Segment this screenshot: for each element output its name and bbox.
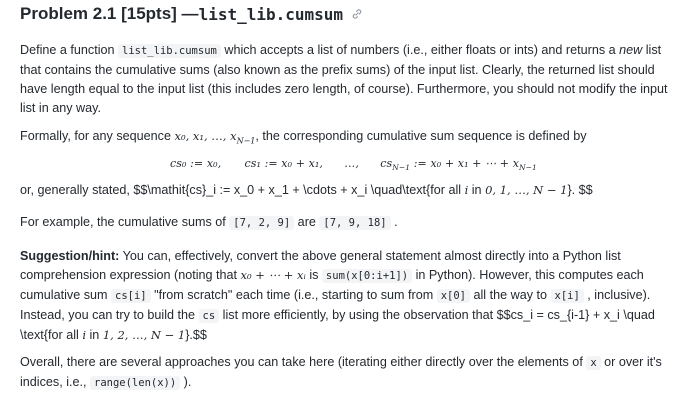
math: 1, 2, …, N − 1 — [102, 328, 186, 342]
text: in Python). However, this computes each cumulative sum — [20, 268, 644, 302]
inline-code: [7, 9, 18] — [319, 216, 390, 230]
equation-part: cs — [380, 157, 393, 170]
inline-code: [7, 2, 9] — [229, 216, 294, 230]
equation-csn — [380, 157, 537, 173]
inline-code: cs — [199, 309, 220, 323]
paragraph-overall — [20, 353, 685, 393]
text: Overall, there are several approaches you can take here (iterating either directly over the elements of — [20, 355, 587, 369]
text: which accepts a list of numbers (i.e., either floats or ints) and returns a — [220, 43, 620, 57]
text: in — [468, 183, 486, 197]
text: , inclusive). Instead, you can try to build the — [20, 288, 651, 322]
inline-code: sum(x[0:i+1]) — [322, 269, 412, 283]
heading-function-name: list_lib.cumsum — [198, 4, 344, 24]
math: x₀ + ⋯ + xᵢ — [240, 268, 306, 282]
text: are — [294, 215, 320, 229]
inline-code: x[0] — [437, 289, 470, 303]
inline-code: x — [586, 356, 600, 370]
inline-code: cs[i] — [111, 289, 151, 303]
text: For example, the cumulative sums of — [20, 215, 230, 229]
equation-cs0: cs₀ := x₀, — [170, 157, 222, 170]
text: or, generally stated, $$\mathit{cs}_i := x_0 + x_1 + \cdots + x_i \quad\text{for all — [20, 183, 465, 197]
inline-code: list_lib.cumsum — [118, 44, 221, 58]
math: i — [82, 328, 86, 342]
text: is — [305, 268, 322, 282]
problem-heading — [20, 4, 363, 24]
text: ). — [180, 375, 192, 389]
text: }. $$ — [567, 183, 593, 197]
paragraph-definition — [20, 41, 685, 118]
emphasis: new — [619, 43, 643, 57]
equation-subscript: N−1 — [392, 163, 411, 173]
text: Formally, for any sequence — [20, 129, 175, 143]
hint-label: Suggestion/hint: — [20, 249, 120, 263]
text: }.$$ — [185, 328, 207, 342]
text: list more efficiently, by using the observation that $$cs_i = cs_{i-1} + x_i \quad \text{for all — [20, 308, 655, 342]
equation-cs1: cs₁ := x₀ + x₁, — [244, 157, 324, 170]
text: all the way to — [470, 288, 551, 302]
paragraph-example — [20, 213, 685, 233]
math: i — [464, 183, 469, 197]
text: or over it's indices, i.e., — [20, 355, 662, 389]
inline-code: x[i] — [551, 289, 584, 303]
text: in — [86, 328, 103, 342]
paragraph-hint — [20, 247, 685, 345]
text: . — [390, 215, 398, 229]
inline-code: range(len(x)) — [90, 376, 180, 390]
equation-ellipsis: …, — [344, 157, 359, 170]
text: , the corresponding cumulative sum sequence is defined by — [255, 129, 587, 143]
text: list that contains the cumulative sums (also known as the prefix sums) of the input list. Clearly, the returned list should have length equal to the input list (this includes zero length, of course). Furthermore, you should not modify the input list in any way. — [20, 43, 668, 115]
link-icon[interactable] — [351, 8, 363, 20]
equation-part: := x₀ + x₁ + ⋯ + x — [410, 157, 520, 170]
paragraph-formal — [20, 127, 685, 151]
text: Define a function — [20, 43, 119, 57]
math-subscript: N−1 — [236, 136, 256, 146]
paragraph-general — [20, 181, 685, 200]
equation-subscript: N−1 — [519, 163, 537, 173]
math: 0, 1, …, N − 1 — [485, 183, 568, 197]
math: x₀, x₁, …, x — [174, 129, 237, 143]
text: "from scratch" each time (i.e., starting to sum from — [150, 288, 437, 302]
heading-prefix: Problem 2.1 [15pts] — — [20, 4, 199, 23]
text: You can, effectively, convert the above general statement almost directly into a Python list comprehension expression (noting that — [20, 249, 621, 282]
display-equation — [170, 157, 537, 172]
